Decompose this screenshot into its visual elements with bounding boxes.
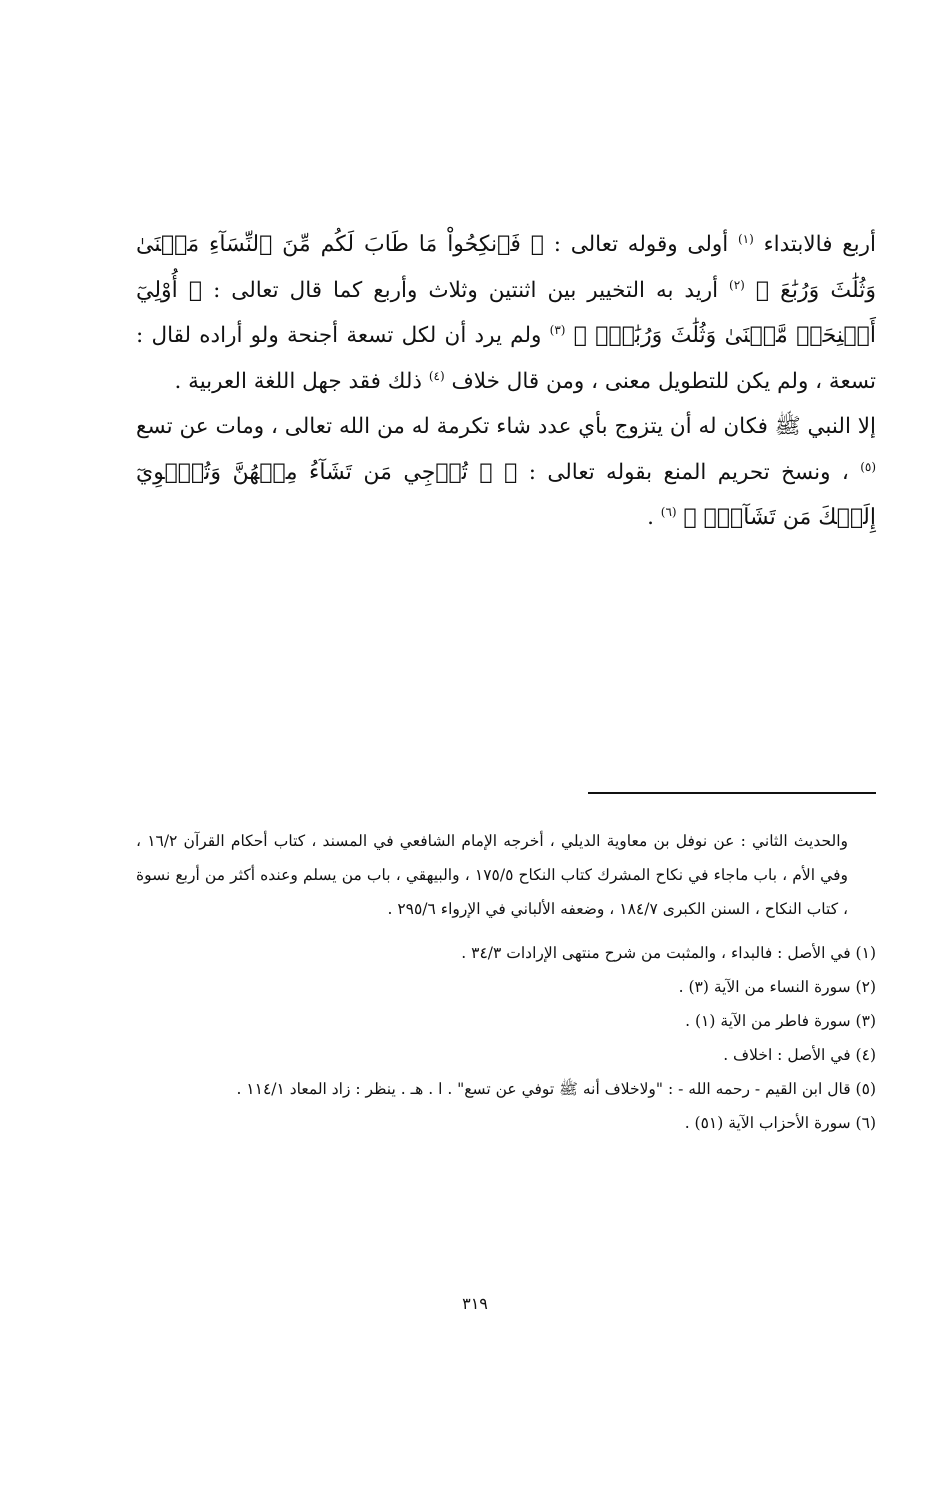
paragraph-1 [136,222,876,404]
footnote-ref: (٢) [729,277,745,292]
text-segment: أريد به التخيير بين اثنتين وثلاث وأربع كما قال تعالى : [213,277,719,303]
footnote-6: (٦) سورة الأحزاب الآية (٥١) . [684,1114,876,1132]
footnote-ref: (١) [737,231,754,246]
text-segment: ذلك فقد جهل اللغة العربية . [174,368,422,394]
footnote-hadith: والحديث الثاني : عن نوفل بن معاوية الديلي ، أخرجه الإمام الشافعي في المسند ، كتاب أحكام القرآن ١٦/٢ ، وفي الأم ، باب ماجاء في نكاح المشرك كتاب النكاح ١٧٥/٥ ، والبيهقي ، باب من يسلم وعنده أكثر من أربع نسوة ، كتاب النكاح ، السنن الكبرى ١٨٤/٧ ، وضعفه الألباني في الإرواء ٢٩٥/٦ . [136,832,849,918]
footnote-ref: (٦) [660,504,677,519]
footnote-2: (٢) سورة النساء من الآية (٣) . [678,978,876,996]
quran-verse: ﴿ ۞ تُرۡجِي مَن تَشَآءُ مِنۡهُنَّ وَتُـٔۡوِيٓ إِلَيۡكَ مَن تَشَآءُۖ ﴾ [136,459,876,530]
text-segment: ، ونسخ تحريم المنع بقوله تعالى : [528,459,849,485]
footnote-4: (٤) في الأصل : اخلاف . [723,1046,876,1064]
main-text [136,222,876,541]
footnotes [136,824,876,1140]
page-number: ٣١٩ [462,1294,488,1313]
text-segment: أربع فالابتداء [763,232,877,257]
text-segment: ولم يرد أن لكل تسعة أجنحة ولو أراده لقال : تسعة ، ولم يكن للتطويل معنى ، ومن قال خلاف [136,323,876,394]
footnote-gap [136,926,876,936]
text-segment: إلا النبي ﷺ فكان له أن يتزوج بأي عدد شاء تكرمة له من الله تعالى ، ومات عن تسع [136,414,876,439]
footnote-ref: (٤) [428,368,445,383]
text-segment: أولى وقوله تعالى : [553,232,729,257]
footnote-ref: (٥) [860,459,877,474]
quran-verse: ﴿ فَٱنكِحُواْ مَا طَابَ لَكُم مِّنَ ٱلنِّسَآءِ مَثۡنَىٰ وَثُلَٰثَ وَرُبَٰعَ ﴾ [136,232,876,303]
footnote-ref: (٣) [549,322,566,337]
footnote-3: (٣) سورة فاطر من الآية (١) . [685,1012,876,1030]
paragraph-2 [136,404,876,541]
footnote-separator [588,792,876,794]
text-segment: . [647,505,654,530]
footnote-5: (٥) قال ابن القيم - رحمه الله - : "ولاخلاف أنه ﷺ توفي عن تسع" . ا . هـ . ينظر : زاد المعاد ١١٤/١ . [236,1080,876,1098]
footnote-1: (١) في الأصل : فالبداء ، والمثبت من شرح منتهى الإرادات ٣٤/٣ . [461,944,876,962]
quran-verse: ﴿ أُوْلِيٓ أَجۡنِحَةٖ مَّثۡنَىٰ وَثُلَٰثَ وَرُبَٰعَۚ ﴾ [136,277,876,348]
